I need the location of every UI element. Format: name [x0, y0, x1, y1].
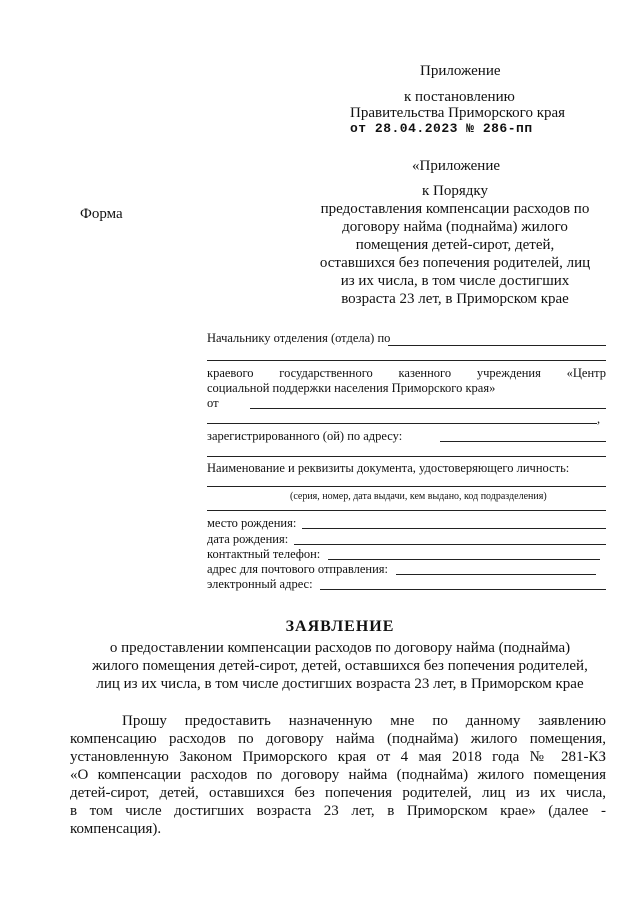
id-doc-line: [207, 486, 606, 487]
email-line: [320, 589, 606, 590]
header-doc-number: от 28.04.2023 № 286-пп: [350, 121, 533, 136]
postal-label: адрес для почтового отправления:: [207, 562, 389, 576]
appendix-line: помещения детей-сирот, детей,: [355, 237, 555, 253]
form-label: Форма: [80, 206, 123, 222]
appendix-line: оставшихся без попечения родителей, лиц: [319, 255, 591, 271]
appendix-text: [312, 182, 598, 308]
to-head-line: [388, 345, 606, 346]
statement-subtitle-line: о предоставлении компенсации расходов по договору найма (поднайма): [109, 640, 571, 656]
email-label: электронный адрес:: [207, 577, 313, 591]
appendix-line: договору найма (поднайма) жилого: [342, 219, 568, 235]
birthdate-line: [294, 544, 606, 545]
birthdate-label: дата рождения:: [207, 532, 289, 546]
postal-line: [396, 574, 596, 575]
statement-body-line: компенсация).: [70, 821, 162, 837]
header-resolution: к постановлению: [404, 89, 515, 105]
comma: ,: [597, 412, 601, 426]
statement-body: [70, 712, 606, 838]
statement-body-line: «О компенсации расходов по договору найма (поднайма) жилого помещения: [70, 767, 606, 783]
header-appendix: Приложение: [420, 63, 501, 79]
phone-line: [328, 559, 600, 560]
from-line-2: [207, 423, 597, 424]
registered-line: [440, 441, 606, 442]
statement-body-line: в том числе достигших возраста 23 лет, в Приморском крае» (далее -: [70, 803, 606, 819]
registered-label: зарегистрированного (ой) по адресу:: [207, 429, 403, 443]
id-doc-hint: (серия, номер, дата выдачи, кем выдано, код подразделения): [290, 491, 547, 502]
institution-line1: краевого государственного казенного учреждения «Центр: [207, 366, 606, 380]
appendix-line: возраста 23 лет, в Приморском крае: [341, 291, 569, 307]
registered-line-2: [207, 456, 606, 457]
institution-line2: социальной поддержки населения Приморского края»: [207, 381, 496, 395]
statement-subtitle: [60, 639, 620, 693]
to-head-label: Начальнику отделения (отдела) по: [207, 331, 391, 345]
appendix-title: «Приложение: [412, 158, 501, 174]
appendix-line: предоставления компенсации расходов по: [320, 201, 590, 217]
statement-subtitle-line: жилого помещения детей-сирот, детей, оставшихся без попечения родителей,: [92, 658, 588, 674]
statement-body-line: компенсацию расходов по договору найма (поднайма) жилого помещения,: [70, 731, 606, 747]
header-government: Правительства Приморского края: [350, 105, 566, 121]
from-line: [250, 408, 606, 409]
appendix-line: из их числа, в том числе достигших: [340, 273, 570, 289]
appendix-line: к Порядку: [422, 183, 488, 199]
division-line: [207, 360, 606, 361]
from-label: от: [207, 396, 219, 410]
birthplace-line: [302, 528, 606, 529]
birthplace-label: место рождения:: [207, 516, 297, 530]
statement-body-line: детей-сирот, детей, оставшихся без попечения родителей, лиц из их числа,: [70, 785, 606, 801]
id-doc-label: Наименование и реквизиты документа, удостоверяющего личность:: [207, 461, 570, 475]
statement-subtitle-line: лиц из их числа, в том числе достигших возраста 23 лет, в Приморском крае: [96, 676, 584, 692]
phone-label: контактный телефон:: [207, 547, 321, 561]
statement-body-line: Прошу предоставить назначенную мне по данному заявлению: [122, 713, 606, 729]
id-doc-line-2: [207, 510, 606, 511]
statement-title: ЗАЯВЛЕНИЕ: [285, 618, 395, 635]
statement-body-line: установленную Законом Приморского края от 4 мая 2018 года № 281-КЗ: [70, 749, 606, 765]
